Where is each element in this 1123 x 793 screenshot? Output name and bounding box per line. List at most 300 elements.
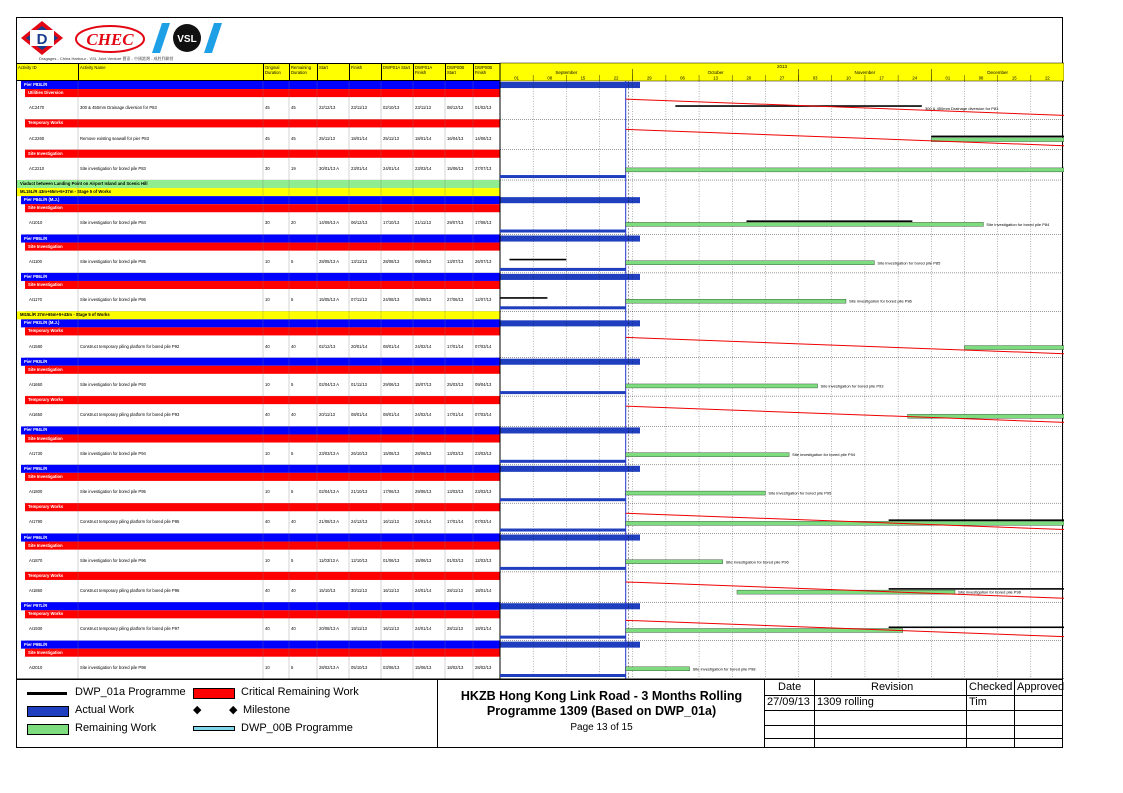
cell-d0f: 23/03/13 [475,450,492,456]
cell-d0f: 09/04/13 [475,381,492,387]
cell-od: 30 [265,220,270,226]
actual-bar [500,175,626,178]
cell-dwf: 28/06/13 [415,450,432,456]
timescale-week: 20 [746,75,752,81]
timescale-week: 01 [945,75,951,81]
bar-label: Site investigation for bored pile P96 [725,559,789,565]
cell-d0s: 13/07/13 [447,258,464,264]
group-label: ML15L/R 43m+65m+5+37m - Stage 5 of Works [20,189,112,195]
remaining-bar [626,667,690,671]
rev-date: 27/09/13 [767,696,810,708]
cell-dwf: 15/07/13 [415,381,432,387]
cell-d0s: 17/01/14 [447,412,464,418]
cell-dws: 03/06/13 [383,664,400,670]
cell-d0s: 16/04/13 [447,135,464,141]
cell-d0f: 28/02/13 [475,664,492,670]
cell-name: Site investigation for bored pile P94 [80,450,146,456]
cell-id: AI1650 [29,412,43,418]
group-label: Site Investigation [28,366,63,372]
cell-start: 28/02/13 A [319,664,340,670]
cell-dwf: 24/01/14 [415,519,432,525]
summary-bar [500,320,640,326]
group-band-red [25,281,500,289]
title-line-1: HKZB Hong Kong Link Road - 3 Months Rolling [460,689,743,703]
cell-d0s: 28/11/13 [447,588,463,594]
summary-bar [500,236,640,242]
cell-start: 20/11/13 [319,412,335,418]
cell-rd: 5 [291,381,294,387]
timescale-week: 24 [912,75,918,81]
cell-rd: 40 [291,412,296,418]
legend-dwp01a: DWP_01a Programme [75,686,186,698]
group-band-blue [21,426,500,434]
group-band-blue [21,641,500,649]
group-band-blue [21,196,500,204]
dwp01a-bar [889,519,1064,521]
column-header-d0s: DWP00B Start [445,64,473,80]
group-band-blue [21,235,500,243]
cell-d0f: 07/03/14 [475,412,492,418]
group-label: Temporary Works [28,397,64,403]
cell-dwf: 09/09/13 [415,258,432,264]
cell-dwf: 23/03/14 [415,165,432,171]
cell-id: AI1010 [29,220,43,226]
rev-header-date: Date [778,681,802,693]
group-band-red [25,204,500,212]
group-label: Temporary Works [28,611,64,617]
bar-label: Site investigation for bored pile P96 [957,589,1021,595]
cell-dws: 25/11/13 [383,135,399,141]
bar-label: Site investigation for bored pile P94 [792,452,856,458]
bar-label: Site investigation for bored pile P84 [986,221,1050,227]
group-label: Pier P85L/R [24,235,48,241]
cell-finish: 08/01/14 [351,412,368,418]
group-label: Utilities Diversion [28,90,64,96]
actual-bar [500,391,626,394]
cell-dws: 01/06/13 [383,557,400,563]
cell-rd: 5 [291,297,294,303]
actual-bar [500,498,626,501]
cell-d0f: 23/03/13 [475,489,492,495]
dwp01a-bar [931,136,1064,138]
critical-swatch [193,688,235,699]
remaining-bar [964,346,1064,350]
cell-id: AI1930 [29,626,43,632]
cell-d0f: 12/03/13 [475,557,492,563]
group-label: Site Investigation [28,281,63,287]
summary-bar [500,535,640,541]
group-label: Viaduct between Landing Point on Airport Island and Scenic Hill [20,181,148,187]
title-line-2: Programme 1309 (Based on DWP_01a) [486,704,717,718]
column-header-od: Original Duration [263,64,289,80]
actual-bar [500,674,626,677]
cell-name: Site investigation for bored pile P95 [80,489,146,495]
cell-name: Site investigation for bored pile P84 [80,220,146,226]
cell-d0s: 01/03/13 [447,557,464,563]
cell-id: AC2260 [29,135,45,141]
timescale-month: October [707,70,724,75]
cell-dwf: 24/02/14 [415,343,432,349]
cell-d0s: 25/03/13 [447,381,464,387]
summary-bar [500,427,640,433]
column-header-name: Activity Name [78,64,263,80]
joint-venture-text: Dragages - China Harbour - VSL Joint Venture 寶嘉 - 中國港灣 - 威胜利聯營 [39,56,174,61]
cell-dwf: 21/11/13 [415,220,431,226]
group-label: Site Investigation [28,150,63,156]
cell-id: AI1790 [29,519,43,525]
cell-start: 22/12/13 [319,105,336,111]
timescale-year: 2013 [776,64,788,69]
remaining-bar [737,590,955,594]
group-label: Pier P94L/R [24,427,48,433]
bar-label: 300 & 450mm Drainage diversion for P83 [925,106,999,112]
bar-label: Site investigation for bored pile P85 [877,260,941,266]
group-band-blue [21,465,500,473]
cell-start: 30/01/13 A [319,165,340,171]
cell-d0s: 29/07/13 [447,220,464,226]
bar-label: Site investigation for bored pile P93 [820,383,884,389]
cell-rd: 40 [291,588,296,594]
cell-start: 11/03/13 A [319,557,339,563]
milestone-icon: ◆ [229,704,238,716]
remaining-bar [626,222,984,226]
cell-id: AI1800 [29,489,43,495]
column-header-d0f: DWP00B Finish [473,64,500,80]
cell-d0s: 08/12/12 [447,105,464,111]
cell-d0f: 18/01/14 [475,626,492,632]
cell-rd: 5 [291,489,294,495]
cell-id: AI1870 [29,557,43,563]
cell-d0s: 15/06/13 [447,165,464,171]
actual-bar [500,636,626,639]
cell-d0s: 17/01/14 [447,519,464,525]
group-label: Pier P83L/R [24,82,48,88]
summary-bar [500,603,640,609]
timescale-week: 06 [680,75,685,81]
remaining-bar [626,521,1064,525]
cell-name: Construct temporary piling platform for bored pile P93 [80,412,180,418]
group-label: Pier P98L/R [24,641,48,647]
cell-name: Construct temporary piling platform for bored pile P92 [80,343,180,349]
cell-finish: 07/11/13 [351,297,367,303]
group-label: Site Investigation [28,649,63,655]
cell-dws: 16/11/13 [383,519,399,525]
summary-bar [500,466,640,472]
bar-label: Site investigation for bored pile P95 [768,490,832,496]
group-band-red [25,396,500,404]
rev-checked: Tim [969,696,987,708]
cell-name: Site investigation for bored pile P85 [80,258,146,264]
cell-rd: 45 [291,105,296,111]
cell-finish: 30/11/13 [351,588,367,594]
svg-text:VSL: VSL [177,34,197,45]
cell-d0s: 17/01/14 [447,343,464,349]
cell-name: Site investigation for bored pile P98 [80,664,146,670]
rev-header-revision: Revision [871,681,914,693]
cell-id: AI1730 [29,450,43,456]
timescale-month: September [555,70,578,75]
cell-d0f: 17/08/13 [475,220,492,226]
cell-rd: 5 [291,450,294,456]
cell-dws: 28/08/13 [383,258,400,264]
cell-dws: 16/11/13 [383,626,399,632]
page-number: Page 13 of 15 [570,722,633,733]
cell-rd: 20 [291,220,296,226]
cell-od: 40 [265,412,270,418]
cell-d0s: 13/03/13 [447,450,464,456]
cell-finish: 23/01/14 [351,165,368,171]
cell-id: AI1860 [29,588,43,594]
cell-name: Site investigation for bored pile P86 [80,297,146,303]
timescale-week: 08 [978,75,984,81]
legend-dwp00b: DWP_00B Programme [241,722,353,734]
column-header-start: Start [317,64,349,80]
dwp01a-bar [746,220,912,222]
cell-od: 10 [265,489,270,495]
cell-start: 28/05/13 A [319,258,340,264]
cell-name: 300 & 450mm Drainage diversion for P83 [80,105,157,111]
timescale-month: December [987,70,1009,75]
cell-od: 45 [265,105,270,111]
summary-bar [500,82,640,88]
cell-finish: 13/11/13 [351,258,367,264]
cell-finish: 19/11/13 [351,626,367,632]
group-label: Site Investigation [28,542,63,548]
actual-bar [500,306,626,309]
remaining-bar [626,453,789,457]
timescale-week: 01 [514,75,519,81]
cell-id: AI1170 [29,297,42,303]
dwp00b-swatch [193,726,235,731]
group-band-red [25,434,500,442]
cell-start: 02/12/13 [319,343,336,349]
timescale-week: 15 [580,75,586,81]
column-header-finish: Finish [349,64,381,80]
cell-name: Remove existing seawall for pier P83 [80,135,149,141]
column-header-dws: DWP01A Start [381,64,413,80]
cell-od: 40 [265,626,270,632]
cell-d0s: 27/06/13 [447,297,464,303]
group-label: Site Investigation [28,243,63,249]
actual-bar [500,230,626,233]
group-band-blue [21,534,500,542]
rev-header-checked: Checked [969,681,1013,693]
cell-d0s: 28/11/13 [447,626,463,632]
group-band-red [25,119,500,127]
rev-description: 1309 rolling [817,696,874,708]
cell-d0f: 07/03/14 [475,519,492,525]
group-label: Site Investigation [28,205,63,211]
group-band-blue [21,602,500,610]
actual-bar [500,529,626,532]
group-label: Temporary Works [28,572,64,578]
legend-critical: Critical Remaining Work [241,686,359,698]
legend-actual: Actual Work [75,704,135,716]
cell-d0s: 18/02/13 [447,664,464,670]
group-band-red [25,366,500,374]
cell-od: 10 [265,258,270,264]
group-band-blue [21,273,500,281]
legend [17,679,437,748]
cell-dws: 17/06/13 [383,489,400,495]
cell-dws: 17/10/13 [383,220,400,226]
summary-bar [500,197,640,203]
revision-table [764,679,1063,748]
group-band-red [25,649,500,657]
cell-start: 02/04/13 A [319,381,340,387]
group-label: MI15L/R 37m+65m+5+43m - Stage 5 of Works [20,312,110,318]
group-band-red [25,473,500,481]
cell-start: 14/09/13 A [319,220,340,226]
dwp01a-bar [500,297,547,299]
group-band-blue [21,358,500,366]
cell-d0f: 12/07/13 [475,297,492,303]
cell-finish: 20/01/14 [351,343,368,349]
dwp01a-bar [889,626,1064,628]
cell-finish: 23/11/13 [351,105,367,111]
summary-bar [500,274,640,280]
group-label: Site Investigation [28,473,63,479]
cell-start: 23/03/13 A [319,450,340,456]
group-label: Temporary Works [28,120,64,126]
cell-d0f: 18/01/14 [475,588,492,594]
remaining-bar [626,384,818,388]
cell-finish: 05/10/13 [351,664,368,670]
cell-d0f: 27/07/13 [475,165,492,171]
cell-d0f: 07/03/14 [475,343,492,349]
cell-start: 25/11/13 [319,135,335,141]
group-label: Pier P84L/R (M.J.) [24,197,60,203]
group-label: Pier P92L/R (M.J.) [24,320,60,326]
group-label: Pier P93L/R [24,358,48,364]
cell-id: AI2010 [29,664,43,670]
cell-id: AC2470 [29,105,45,111]
svg-text:D: D [36,31,48,48]
cell-od: 10 [265,664,270,670]
summary-bar [500,359,640,365]
cell-od: 40 [265,588,270,594]
schedule-sheet [16,17,1063,748]
legend-remaining: Remaining Work [75,722,157,734]
timescale-week: 29 [646,75,652,81]
summary-bar [500,642,640,648]
cell-rd: 40 [291,626,296,632]
timescale-week: 08 [547,75,553,81]
cell-od: 40 [265,343,270,349]
cell-id: AI1100 [29,258,42,264]
cell-dws: 24/08/13 [383,297,400,303]
group-band-red [25,542,500,550]
cell-rd: 5 [291,557,294,563]
cell-id: AI1580 [29,343,43,349]
cell-name: Site investigation for bored pile P83 [80,165,146,171]
remaining-swatch [27,724,69,735]
cell-od: 10 [265,297,270,303]
remaining-bar [626,560,723,564]
cell-od: 10 [265,557,270,563]
group-band-blue [21,81,500,89]
cell-d0s: 13/03/13 [447,489,464,495]
cell-start: 15/05/13 A [319,297,340,303]
cell-id: AC2210 [29,165,45,171]
group-band-red [25,89,500,97]
cell-start: 20/08/13 A [319,626,340,632]
group-label: Temporary Works [28,504,64,510]
programme-title [438,689,765,719]
legend-milestone: Milestone [243,704,291,716]
group-band-red [25,327,500,335]
remaining-bar [626,299,846,303]
cell-od: 10 [265,381,270,387]
cell-name: Construct temporary piling platform for bored pile P96 [80,588,180,594]
group-label: Pier P86L/R [24,273,48,279]
cell-dwf: 15/06/13 [415,664,432,670]
cell-dws: 08/01/14 [383,412,400,418]
timescale-week: 17 [879,75,884,81]
group-band-red [25,610,500,618]
cell-dws: 08/01/14 [383,343,400,349]
group-band-red [25,150,500,158]
cell-dws: 02/10/13 [383,105,400,111]
cell-dwf: 24/01/14 [415,588,432,594]
actual-bar [500,268,626,271]
cell-od: 30 [265,165,270,171]
cell-dwf: 18/01/14 [415,135,432,141]
group-label: Pier P95L/R [24,465,48,471]
cell-dwf: 05/09/13 [415,297,432,303]
cell-rd: 19 [291,165,296,171]
cell-finish: 26/10/13 [351,450,368,456]
cell-dwf: 24/02/14 [415,412,432,418]
group-label: Temporary Works [28,328,64,334]
cell-finish: 21/10/13 [351,489,368,495]
cell-dwf: 24/01/14 [415,626,432,632]
actual-swatch [27,706,69,717]
column-header-id: Activity ID [18,65,37,70]
timescale-week: 03 [812,75,818,81]
actual-bar [500,460,626,463]
cell-name: Construct temporary piling platform for bored pile P95 [80,519,180,525]
cell-dws: 24/01/14 [383,165,400,171]
cell-od: 40 [265,519,270,525]
group-band-red [25,243,500,251]
cell-name: Site investigation for bored pile P96 [80,557,146,563]
actual-bar [500,567,626,570]
timescale-week: 10 [846,75,851,81]
cell-start: 15/10/13 [319,588,336,594]
timescale-week: 15 [1011,75,1017,81]
cell-d0f: 14/06/13 [475,135,492,141]
column-header-rd: Remaining Duration [289,64,317,80]
cell-od: 45 [265,135,270,141]
remaining-bar [626,491,766,495]
group-label: Pier P97L/R [24,603,48,609]
title-block [437,679,764,748]
cell-dws: 16/11/13 [383,588,399,594]
remaining-bar [626,168,1064,172]
cell-dwf: 29/06/13 [415,489,432,495]
milestone-icon: ◆ [193,704,202,716]
cell-dwf: 23/11/13 [415,105,431,111]
bar-label: Site investigation for bored pile P98 [692,666,756,672]
cell-id: AI1660 [29,381,43,387]
dwp01a-swatch [27,692,67,695]
timescale-week: 27 [779,75,785,81]
remaining-bar [931,138,1064,142]
cell-dws: 29/06/13 [383,381,400,387]
cell-finish: 12/10/13 [351,557,368,563]
cell-rd: 40 [291,519,296,525]
